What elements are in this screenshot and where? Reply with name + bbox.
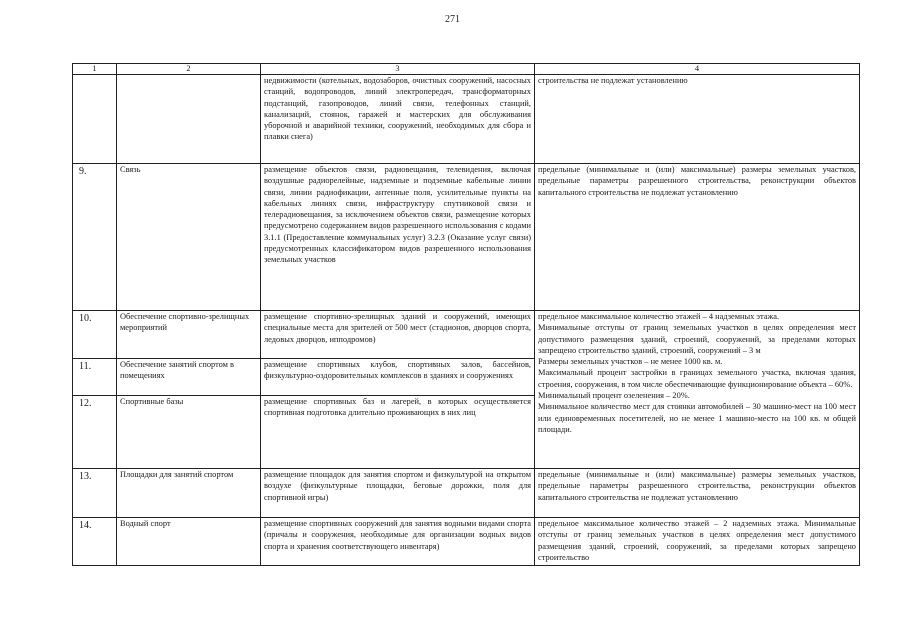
- use-description: размещение спортивных клубов, спортивных залов, бассейнов, физкультурно-оздоровительных комплексов в зданиях и сооружениях: [261, 359, 535, 396]
- use-parameters: [535, 311, 860, 469]
- table-row: [73, 75, 860, 164]
- parameter-line: Максимальный процент застройки в границах земельного участка, включая здания, строения, сооружения, в том числе обеспечивающие функционирование объекта – 60%.: [538, 368, 856, 389]
- use-name: Связь: [117, 164, 261, 311]
- table-row: [73, 164, 860, 311]
- row-number: [73, 75, 117, 164]
- use-description: размещение площадок для занятия спортом и физкультурой на открытом воздухе (физкультурные площадки, беговые дорожки, поля для спортивной игры): [261, 469, 535, 518]
- row-number: 11.: [73, 359, 117, 396]
- use-parameters: предельные (минимальные и (или) максимальные) размеры земельных участков, предельные параметры разрешенного строительства, реконструкции объектов капитального строительства не подлежат установлению: [535, 469, 860, 518]
- row-number: 13.: [73, 469, 117, 518]
- table-row: [73, 311, 860, 359]
- column-number: 4: [535, 64, 860, 75]
- use-parameters: предельное максимальное количество этажей – 2 надземных этажа. Минимальные отступы от границ земельных участков в целях определения мест допустимого размещения зданий, строений, сооружений, за пределами которых запрещено строительство: [535, 518, 860, 566]
- parameter-line: Минимальное количество мест для стоянки автомобилей – 30 машино-мест на 100 мест или единовременных посетителей, но не менее 1 машино-место на 100 кв. м общей площади.: [538, 402, 856, 434]
- use-description: размещение спортивных сооружений для занятия водными видами спорта (причалы и сооружения, необходимые для организации водных видов спорта и хранения соответствующего инвентаря): [261, 518, 535, 566]
- parameter-line: предельное максимальное количество этажей – 4 надземных этажа.: [538, 312, 780, 321]
- parameter-line: Минимальные отступы от границ земельных участков в целях определения мест допустимого размещения зданий, строений, сооружений, за пределами которых запрещено строительство зданий, строений, сооружений – 3 м: [538, 323, 856, 355]
- use-name: Спортивные базы: [117, 396, 261, 469]
- use-description: недвижимости (котельных, водозаборов, очистных сооружений, насосных станций, водопроводов, линий электропередач, трансформаторных подстанций, газопроводов, линий связи, телефонных станций, канализаций, стоянок, гаражей и мастерских для обслуживания уборочной и аварийной техники, сооружений, необходимых для сбора и плавки снега): [261, 75, 535, 164]
- use-parameters: строительства не подлежат установлению: [535, 75, 860, 164]
- use-name: Обеспечение занятий спортом в помещениях: [117, 359, 261, 396]
- use-name: Водный спорт: [117, 518, 261, 566]
- use-description: размещение спортивных баз и лагерей, в которых осуществляется спортивная подготовка длительно проживающих в них лиц: [261, 396, 535, 469]
- row-number: 14.: [73, 518, 117, 566]
- table-row: [73, 518, 860, 566]
- column-number: 1: [73, 64, 117, 75]
- column-number: 2: [117, 64, 261, 75]
- parameter-line: Размеры земельных участков – не менее 1000 кв. м.: [538, 357, 723, 367]
- use-parameters: предельные (минимальные и (или) максимальные) размеры земельных участков, предельные параметры разрешенного строительства, реконструкции объектов капитального строительства не подлежат установлению: [535, 164, 860, 311]
- use-description: размещение спортивно-зрелищных зданий и сооружений, имеющих специальные места для зрителей от 500 мест (стадионов, дворцов спорта, ледовых дворцов, ипподромов): [261, 311, 535, 359]
- use-name: Обеспечение спортивно-зрелищных мероприятий: [117, 311, 261, 359]
- use-name: [117, 75, 261, 164]
- column-number-row: [73, 64, 860, 75]
- table-row: [73, 469, 860, 518]
- parameter-line: Минимальный процент озеленения – 20%.: [538, 391, 690, 401]
- use-description: размещение объектов связи, радиовещания, телевидения, включая воздушные радиорелейные, надземные и подземные кабельные линии связи, линии радиофикации, антенные поля, усилительные пункты на кабельных линиях связи, инфраструктуру спутниковой связи и телерадиовещания, за исключением объектов связи, размещение которых предусмотрено содержанием видов разрешенного использования с кодами 3.1.1 (Предоставление коммунальных услуг) 3.2.3 (Оказание услуг связи) предусмотренных классификатором видов разрешенного использования земельных участков: [261, 164, 535, 311]
- zoning-table: [72, 63, 860, 566]
- page-number: 271: [445, 14, 460, 25]
- row-number: 12.: [73, 396, 117, 469]
- column-number: 3: [261, 64, 535, 75]
- row-number: 9.: [73, 164, 117, 311]
- use-name: Площадки для занятий спортом: [117, 469, 261, 518]
- row-number: 10.: [73, 311, 117, 359]
